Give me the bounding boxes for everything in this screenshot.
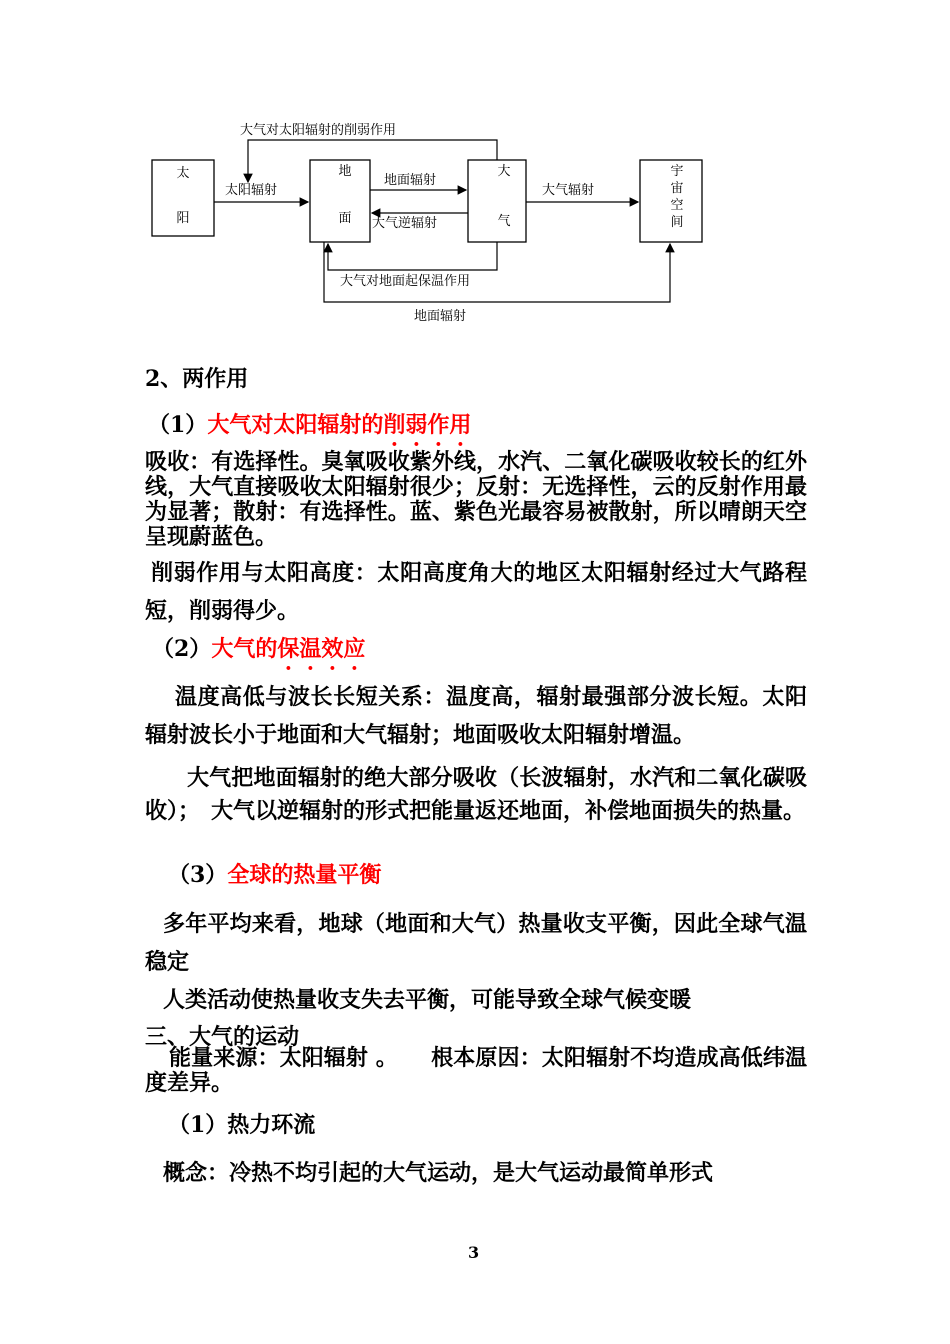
thermal-circulation-heading: （1）热力环流 — [168, 1112, 316, 1138]
sub1-heading — [148, 408, 471, 451]
balance-paragraph — [145, 905, 807, 981]
concept-text: 概念：冷热不均引起的大气运动，是大气运动最简单形式 — [163, 1160, 714, 1186]
atmosphere-char-1: 大 — [497, 164, 511, 179]
weakening-arrow — [248, 140, 497, 182]
page-number: 3 — [468, 1243, 480, 1262]
space-char-3: 空 — [670, 198, 684, 213]
space-char-1: 宇 — [670, 164, 684, 179]
sub1-prefix: （1） — [148, 412, 208, 438]
insulation-label: 大气对地面起保温作用 — [340, 274, 471, 289]
absorb-ground-paragraph — [145, 762, 807, 828]
ground-char-2: 面 — [338, 211, 352, 226]
ground-radiation-label: 地面辐射 — [384, 173, 437, 188]
atmosphere-heat-diagram — [140, 110, 720, 335]
sub2-title-b: 保温效应 — [277, 636, 366, 662]
counter-radiation-label: 大气逆辐射 — [372, 216, 438, 231]
absorption-paragraph: 吸收：有选择性。臭氧吸收紫外线，水汽、二氧化碳吸收较长的红外线，大气直接吸收太阳辐射很少；反射：无选择性，云的反射作用最为显著；散射：有选择性。蓝、紫色光最容易被散射，所以晴朗天空呈现蔚蓝色。 — [145, 449, 807, 550]
space-char-4: 间 — [670, 215, 684, 230]
section3-heading: 三、大气的运动 — [145, 1024, 300, 1050]
absorb-ground-text: 大气把地面辐射的绝大部分吸收（长波辐射，水汽和二氧化碳吸收）； 大气以逆辐射的形式把能量返还地面，补偿地面损失的热量。 — [145, 765, 807, 824]
human-activity-text: 人类活动使热量收支失去平衡，可能导致全球气候变暖 — [163, 987, 692, 1013]
solar-height-text: 削弱作用与太阳高度：太阳高度角大的地区太阳辐射经过大气路程短，削弱得少。 — [145, 560, 807, 624]
sun-char-1: 太 — [176, 166, 190, 181]
insulation-arrow — [328, 242, 497, 270]
sun-char-2: 阳 — [176, 211, 190, 226]
sub2-prefix: （2） — [152, 636, 212, 662]
sub3-title: 全球的热量平衡 — [227, 862, 382, 888]
ground-to-space-label: 地面辐射 — [414, 309, 467, 324]
sub2-heading — [152, 632, 365, 675]
solar-radiation-label: 太阳辐射 — [225, 183, 278, 198]
solar-height-paragraph — [145, 554, 807, 630]
ground-char-1: 地 — [338, 164, 352, 179]
section2-heading: 2、两作用 — [145, 366, 249, 392]
sub3-prefix: （3） — [168, 862, 228, 888]
weakening-label: 大气对太阳辐射的削弱作用 — [240, 123, 397, 138]
sub3-heading — [168, 858, 381, 889]
sub2-title-a: 大气的 — [211, 636, 278, 662]
sub1-title-a: 大气对太阳辐射的 — [207, 412, 384, 438]
energy-source-paragraph — [145, 1046, 807, 1096]
atmos-radiation-label: 大气辐射 — [542, 183, 595, 198]
energy-source-text: 能量来源：太阳辐射 。 根本原因：太阳辐射不均造成高低纬温度差异。 — [145, 1045, 807, 1096]
wavelength-paragraph — [145, 678, 807, 754]
balance-text: 多年平均来看，地球（地面和大气）热量收支平衡，因此全球气温稳定 — [145, 911, 807, 975]
sub1-title-b: 削弱作用 — [383, 412, 472, 438]
atmosphere-char-2: 气 — [497, 214, 511, 229]
wavelength-text: 温度高低与波长长短关系：温度高，辐射最强部分波长短。太阳辐射波长小于地面和大气辐射；地面吸收太阳辐射增温。 — [145, 684, 807, 748]
space-char-2: 宙 — [670, 181, 684, 196]
